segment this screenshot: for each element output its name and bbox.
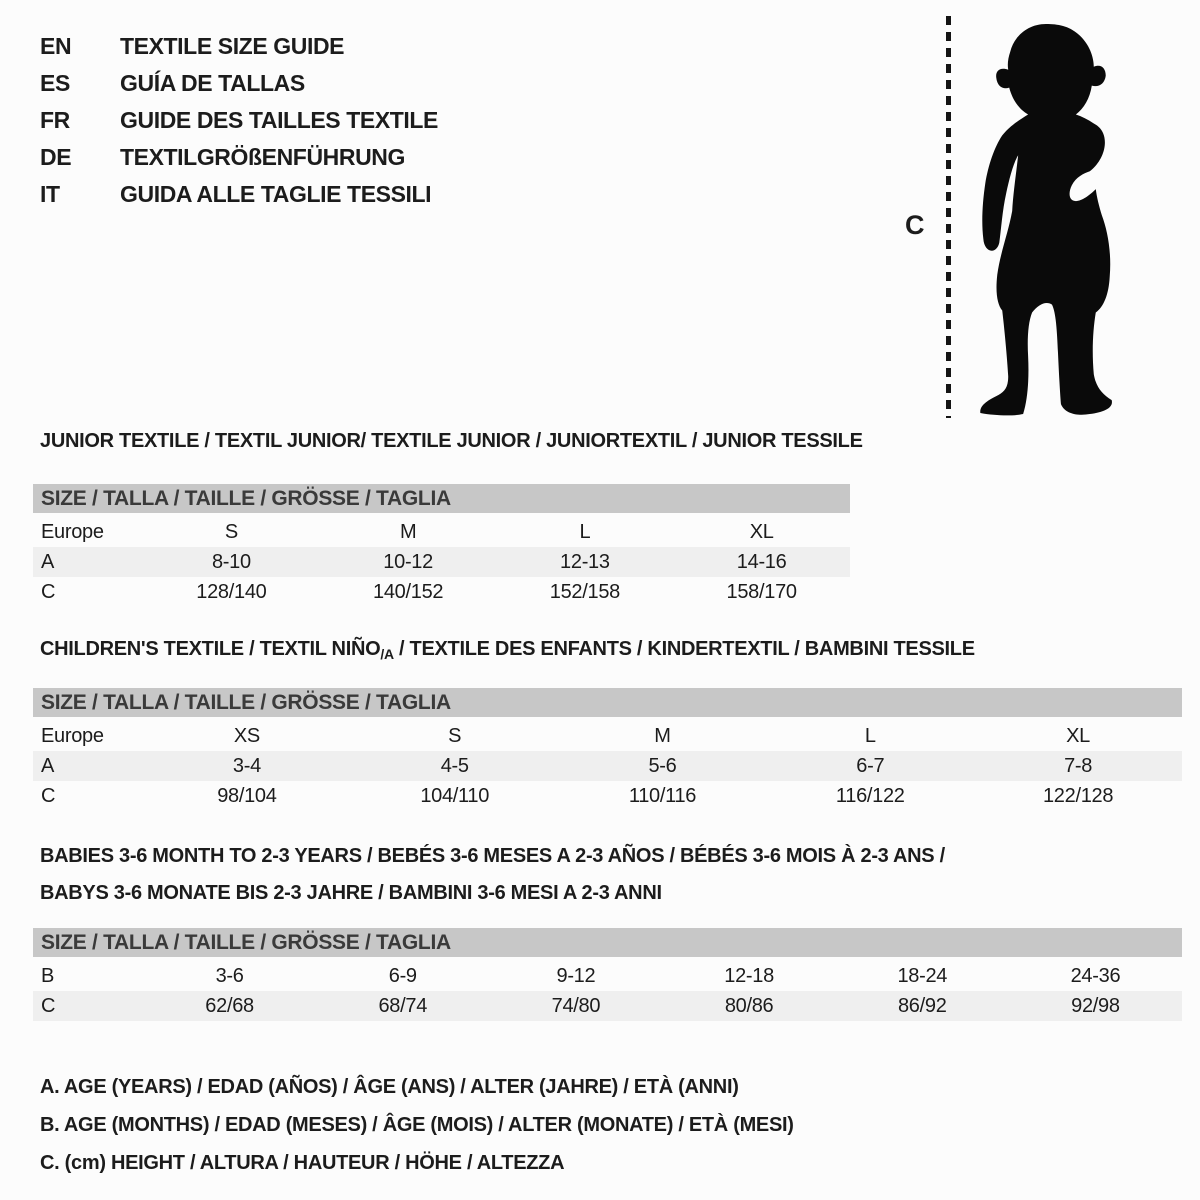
table-cell: 3-4 (232, 754, 261, 777)
babies-section-heading-line2: BABYS 3-6 MONATE BIS 2-3 JAHRE / BAMBINI 3-6 MESI A 2-3 ANNI (40, 882, 662, 904)
table-cell: 158/170 (726, 580, 797, 603)
footnotes (40, 1068, 794, 1182)
table-cell: 18-24 (897, 964, 948, 987)
table-row-age (33, 547, 850, 577)
table-row-europe (33, 517, 850, 547)
row-label: A (41, 550, 55, 573)
language-legend (40, 28, 438, 213)
table-cell: 5-6 (648, 754, 677, 777)
junior-section-heading: JUNIOR TEXTILE / TEXTIL JUNIOR/ TEXTILE JUNIOR / JUNIORTEXTIL / JUNIOR TESSILE (40, 430, 863, 452)
row-label: B (41, 964, 55, 987)
table-cell: 104/110 (420, 784, 490, 807)
table-row-age (33, 751, 1182, 781)
language-row-it (40, 176, 438, 213)
language-code: ES (40, 70, 70, 96)
language-code: EN (40, 33, 72, 59)
footnote-age-months: B. AGE (MONTHS) / EDAD (MESES) / ÂGE (MOIS) / ALTER (MONATE) / ETÀ (MESI) (40, 1114, 794, 1136)
table-cell: 8-10 (211, 550, 251, 573)
table-cell: XL (749, 520, 774, 543)
guide-title-en: TEXTILE SIZE GUIDE (120, 33, 345, 59)
table-cell: 4-5 (440, 754, 469, 777)
row-label: C (41, 784, 56, 807)
table-cell: 116/122 (835, 784, 905, 807)
table-cell: S (448, 724, 462, 747)
guide-title-fr: GUIDE DES TAILLES TEXTILE (120, 107, 438, 133)
table-cell: 128/140 (196, 580, 267, 603)
table-cell: S (224, 520, 238, 543)
guide-title-es: GUÍA DE TALLAS (120, 70, 305, 96)
children-size-table (33, 688, 1182, 811)
footnote-age-years: A. AGE (YEARS) / EDAD (AÑOS) / ÂGE (ANS) / ALTER (JAHRE) / ETÀ (ANNI) (40, 1076, 739, 1098)
table-cell: 140/152 (373, 580, 444, 603)
table-row-height (33, 577, 850, 607)
row-label: A (41, 754, 55, 777)
children-size-header-row: SIZE / TALLA / TAILLE / GRÖSSE / TAGLIA (33, 688, 1182, 717)
children-heading-pre: CHILDREN'S TEXTILE / TEXTIL NIÑO (40, 638, 381, 660)
table-cell: 110/116 (628, 784, 697, 807)
children-section-heading (40, 638, 975, 662)
table-cell: 24-36 (1070, 964, 1121, 987)
table-cell: 68/74 (378, 994, 428, 1017)
table-cell: 3-6 (215, 964, 244, 987)
table-row-height (33, 781, 1182, 811)
table-cell: 12-18 (724, 964, 774, 987)
junior-size-table (33, 484, 850, 607)
table-row-europe (33, 721, 1182, 751)
language-row-es (40, 65, 438, 102)
table-cell: XS (233, 724, 260, 747)
height-measure-dashed-line (946, 16, 951, 418)
table-cell: 9-12 (556, 964, 596, 987)
table-cell: 86/92 (897, 994, 947, 1017)
table-cell: 7-8 (1064, 754, 1093, 777)
babies-size-table (33, 928, 1182, 1021)
table-row-months (33, 961, 1182, 991)
language-code: FR (40, 107, 70, 133)
table-cell: 92/98 (1071, 994, 1120, 1017)
row-label: C (41, 580, 56, 603)
babies-size-header-row: SIZE / TALLA / TAILLE / GRÖSSE / TAGLIA (33, 928, 1182, 957)
table-cell: M (399, 520, 417, 543)
table-cell: 14-16 (736, 550, 787, 573)
language-code: IT (40, 181, 60, 207)
language-row-de (40, 139, 438, 176)
table-cell: 122/128 (1042, 784, 1114, 807)
table-cell: 62/68 (205, 994, 254, 1017)
babies-section-heading-line1: BABIES 3-6 MONTH TO 2-3 YEARS / BEBÉS 3-6 MESES A 2-3 AÑOS / BÉBÉS 3-6 MOIS À 2-3 ANS / (40, 845, 945, 867)
row-label: Europe (41, 724, 104, 747)
row-label: C (41, 994, 56, 1017)
guide-title-de: TEXTILGRÖßENFÜHRUNG (120, 144, 405, 170)
language-row-en (40, 28, 438, 65)
footnote-height-cm: C. (cm) HEIGHT / ALTURA / HAUTEUR / HÖHE / ALTEZZA (40, 1152, 565, 1174)
children-heading-sub: /A (380, 646, 394, 662)
children-heading-post: / TEXTILE DES ENFANTS / KINDERTEXTIL / BAMBINI TESSILE (393, 638, 975, 660)
table-cell: 74/80 (551, 994, 601, 1017)
language-row-fr (40, 102, 438, 139)
table-cell: 10-12 (383, 550, 433, 573)
toddler-silhouette-icon (962, 14, 1140, 422)
guide-title-it: GUIDA ALLE TAGLIE TESSILI (120, 181, 432, 207)
table-cell: L (579, 520, 591, 543)
table-cell: 6-9 (388, 964, 417, 987)
table-cell: XL (1066, 724, 1091, 747)
table-cell: 152/158 (549, 580, 620, 603)
row-label: Europe (41, 520, 104, 543)
table-cell: 98/104 (217, 784, 277, 807)
table-cell: M (654, 724, 671, 747)
height-measure-label: C (905, 210, 925, 240)
table-row-height (33, 991, 1182, 1021)
table-cell: 12-13 (560, 550, 610, 573)
table-cell: 80/86 (724, 994, 774, 1017)
language-code: DE (40, 144, 72, 170)
table-cell: L (864, 724, 876, 747)
junior-size-header-row: SIZE / TALLA / TAILLE / GRÖSSE / TAGLIA (33, 484, 850, 513)
table-cell: 6-7 (856, 754, 885, 777)
